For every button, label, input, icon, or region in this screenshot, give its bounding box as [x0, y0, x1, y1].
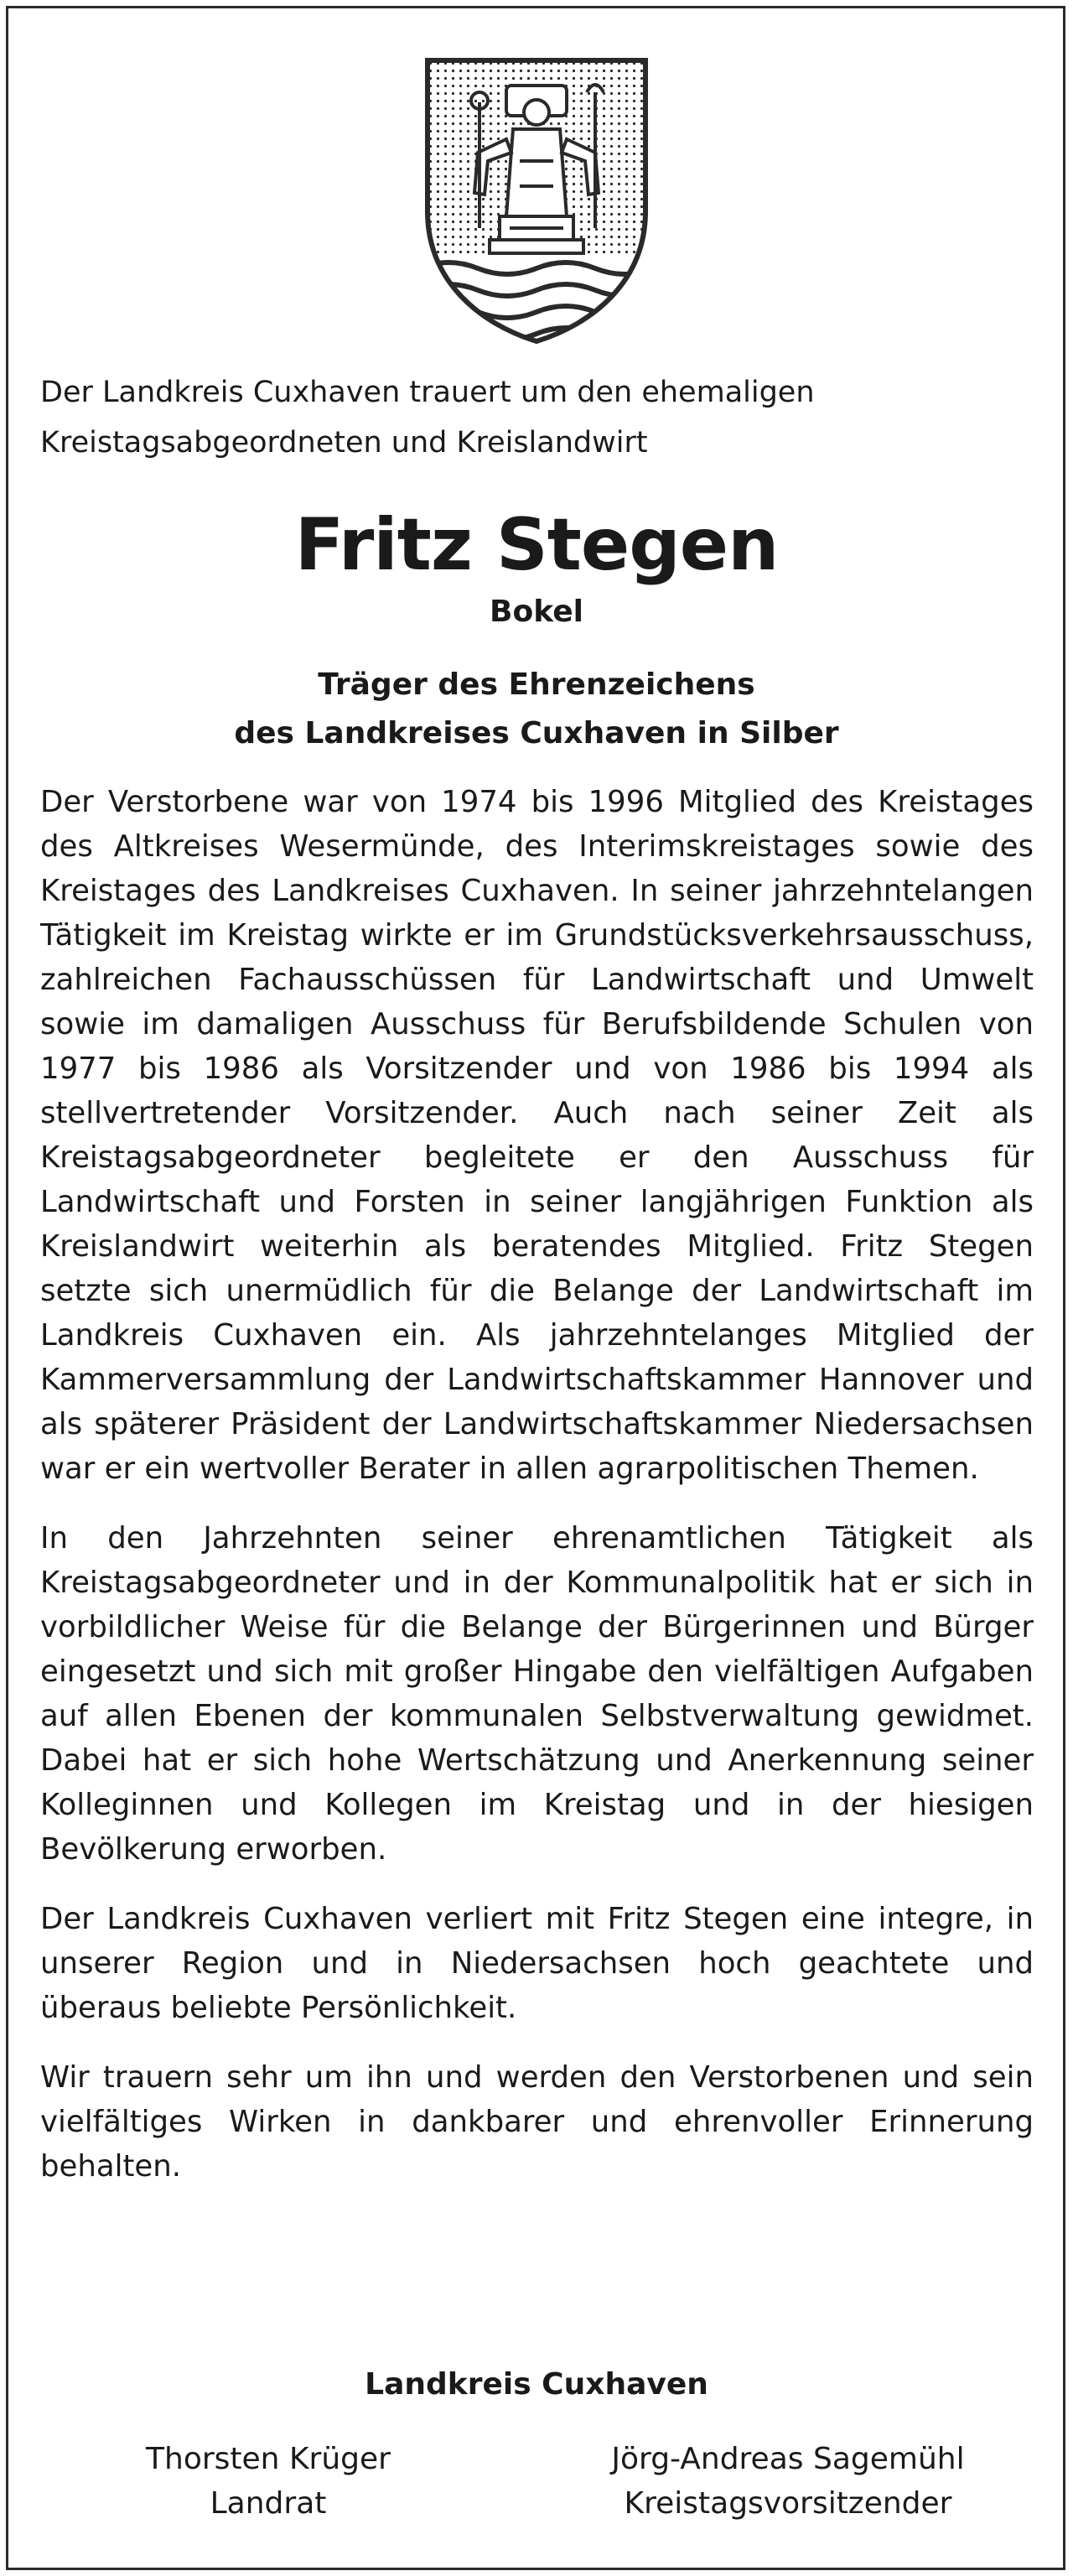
coat-of-arms-icon: [419, 52, 654, 345]
signatory-left: [101, 2437, 436, 2526]
obituary-body: [40, 780, 1034, 2214]
honor-line-2: des Landkreises Cuxhaven in Silber: [234, 716, 839, 750]
body-paragraph: Der Landkreis Cuxhaven verliert mit Fritz Stegen eine integre, in unserer Region und in Niedersachsen hoch geachtete und überaus beliebte Persönlichkeit.: [40, 1902, 1034, 2025]
signatory-right: [578, 2437, 998, 2526]
body-paragraph: Wir trauern sehr um ihn und werden den Verstorbenen und sein vielfältiges Wirken in dankbarer und ehrenvoller Erinnerung behalten.: [40, 2060, 1034, 2184]
honor-line-1: Träger des Ehrenzeichens: [318, 667, 755, 702]
body-paragraph: In den Jahrzehnten seiner ehrenamtlichen Tätigkeit als Kreistagsabgeordneter und in der Kommunalpolitik hat er sich in vorbildlicher Weise für die Belange der Bürgerinnen und Bürger eingesetzt und sich mit großer Hingabe den vielfältigen Aufgaben auf allen Ebenen der kommunalen Selbstverwaltung gewidmet. Dabei hat er sich hohe Wertschätzung und Anerkennung seiner Kolleginnen und Kollegen im Kreistag und in der hiesigen Bevölkerung erworben.: [40, 1521, 1034, 1867]
body-paragraph: Der Verstorbene war von 1974 bis 1996 Mitglied des Kreistages des Altkreises Wesermünde, des Interimskreistages sowie des Kreistages des Landkreises Cuxhaven. In seiner jahrzehntelangen Tätigkeit im Kreistag wirkte er im Grundstücksverkehrsausschuss, zahlreichen Fachausschüssen für Landwirtschaft und Umwelt sowie im damaligen Ausschuss für Berufsbildende Schulen von 1977 bis 1986 als Vorsitzender und von 1986 bis 1994 als stellvertretender Vorsitzender. Auch nach seiner Zeit als Kreistagsabgeordneter begleitete er den Ausschuss für Landwirtschaft und Forsten in seiner langjährigen Funktion als Kreislandwirt weiterhin als beratendes Mitglied. Fritz Stegen setzte sich unermüdlich für die Belange der Landwirtschaft im Landkreis Cuxhaven ein. Als jahrzehntelanges Mitglied der Kammerversammlung der Landwirtschaftskammer Hannover und als späterer Präsident der Landwirtschaftskammer Niedersachsen war er ein wertvoller Berater in allen agrarpolitischen Themen.: [40, 785, 1034, 1486]
organization-name: Landkreis Cuxhaven: [365, 2367, 708, 2402]
signatory-name: Jörg-Andreas Sagemühl: [611, 2442, 965, 2476]
deceased-place: Bokel: [490, 595, 583, 629]
signatory-title: Landrat: [210, 2486, 327, 2521]
intro-text: Der Landkreis Cuxhaven trauert um den ehemaligen Kreistagsabgeordneten und Kreislandwirt: [40, 376, 815, 460]
signatory-name: Thorsten Krüger: [146, 2442, 391, 2476]
deceased-name: Fritz Stegen: [294, 503, 779, 587]
signatory-title: Kreistagsvorsitzender: [624, 2486, 952, 2521]
honor-title: [0, 661, 1073, 758]
